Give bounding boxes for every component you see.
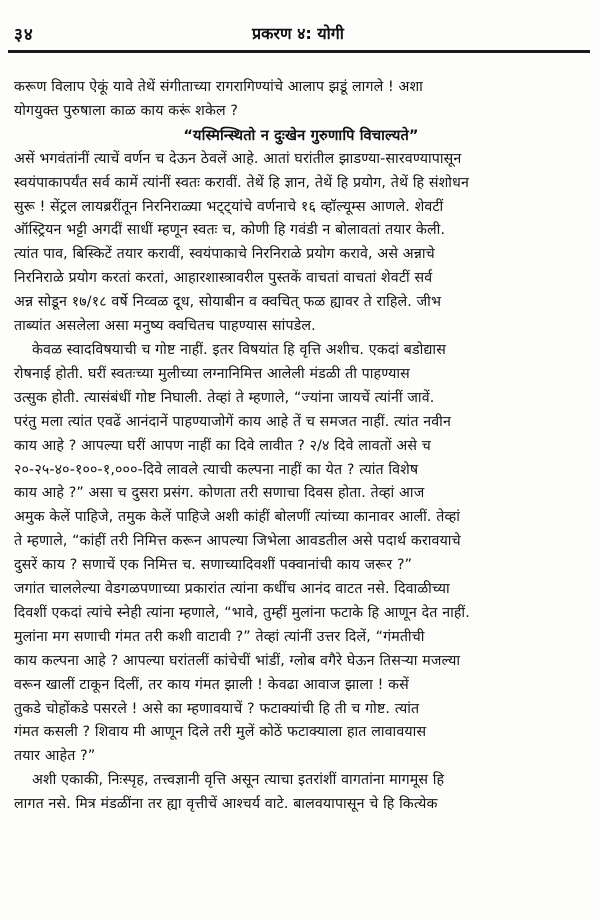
text-line: वरून खालीं टाकून दिलीं, तर काय गंमत झाली ! केवढा आवाज झाला ! कसें (14, 676, 409, 693)
text-line: काय कल्पना आहे ? आपल्या घरांतलीं कांचेचीं भांडीं, ग्लोब वगैरे घेऊन तिसऱ्या मजल्या (14, 652, 461, 669)
text-line: ते म्हणाले, “कांहीं तरी निमित्त करून आपल्या जिभेला आवडतील असे पदार्थ करावयाचे (14, 533, 461, 550)
text-line: लागत नसे. मित्र मंडळींना तर ह्या वृत्तीचें आश्चर्य वाटे. बालवयापासून चे हि कित्येक (14, 796, 438, 813)
text-line: तुकडे चोहोंकडे पसरले ! असे का म्हणावयाचें ? फटाक्यांची हि ती च गोष्ट. त्यांत (14, 700, 420, 717)
page-header (8, 20, 588, 46)
running-head: प्रकरण ४: योगी (252, 24, 344, 43)
text-line: परंतु मला त्यांत एवढें आनंदानें पाहण्याजोगें काय आहे तें च समजत नाहीं. त्यांत नवीन (14, 413, 451, 430)
text-line: २०-२५-४०-१००-१,०००-दिवे लावले त्याची कल्पना नाहीं का येत ? त्यांत विशेष (14, 461, 419, 478)
text-line: उत्सुक होती. त्यासंबंधीं गोष्ट निघाली. तेव्हां ते म्हणाले, “ज्यांना जायचें त्यांनीं जावें. (14, 389, 435, 406)
text-line: असें भगवंतांनीं त्याचें वर्णन च देऊन ठेवलें आहे. आतां घरांतील झाडण्या-सारवण्यापासून (14, 150, 462, 167)
paragraph-start-line: अशी एकाकी, निःस्पृह, तत्त्वज्ञानी वृत्ति असून त्याचा इतरांशीं वागतांना मागमूस हि (32, 772, 445, 789)
text-line: दिवशीं एकदां त्यांचे स्नेही त्यांना म्हणाले, “भावे, तुम्हीं मुलांना फटाके हि आणून देत नाहीं. (14, 604, 470, 621)
text-line: अन्न सोडून १७/१८ वर्षे निव्वळ दूध, सोयाबीन व क्वचित् फळ ह्यावर ते राहिले. जीभ (14, 294, 442, 311)
text-line: मुलांना मग सणाची गंमत तरी कशी वाटावी ?” तेव्हां त्यांनीं उत्तर दिलें, “गंमतीची (14, 628, 425, 645)
text-line: करूण विलाप ऐकूं यावे तेथें संगीताच्या रागरागिण्यांचे आलाप झडूं लागले ! अशा (14, 79, 423, 95)
text-line: काय आहे ? आपल्या घरीं आपण नाहीं का दिवे लावीत ? २/४ दिवे लावतों असे च (14, 437, 431, 454)
text-line: जगांत चाललेल्या वेडगळपणाच्या प्रकारांत त्यांना कधींच आनंद वाटत नसे. दिवाळीच्या (14, 581, 450, 598)
text-line: त्यांत पाव, बिस्किटें तयार करावीं, स्वयंपाकाचे निरनिराळे प्रयोग करावे, असे अन्नाचे (14, 246, 435, 263)
sanskrit-quote: “यस्मिन्स्थितो न दुःखेन गुरुणापि विचाल्यते” (183, 126, 419, 144)
text-line: दुसरें काय ? सणाचें एक निमित्त च. सणाच्यादिवशीं पक्वानांची काय जरूर ?” (14, 557, 413, 574)
text-line: स्वयंपाकापर्यंत सर्व कामें त्यांनीं स्वतः करावीं. तेथें हि ज्ञान, तेथें हि प्रयोग, तेथें हि संशोधन (14, 174, 469, 191)
text-line: योगयुक्त पुरुषाला काळ काय करूं शकेल ? (14, 102, 239, 119)
header-rule (8, 50, 590, 53)
text-line: रोषनाई होती. घरीं स्वतःच्या मुलीच्या लग्नानिमित्त आलेली मंडळी ती पाहण्यास (14, 365, 410, 382)
page-number: ३४ (14, 25, 34, 45)
text-line: ताब्यांत असलेला असा मनुष्य क्वचितच पाहण्यास सांपडेल. (14, 318, 316, 335)
text-line: काय आहे ?” असा च दुसरा प्रसंग. कोणता तरी सणाचा दिवस होता. तेव्हां आज (14, 485, 425, 502)
text-line: ऑस्ट्रियन भट्टी अगदीं साधीं म्हणून स्वतः च, कोणी हि गवंडी न बोलावतां तयार केली. (14, 222, 446, 239)
text-line: तयार आहेत ?” (14, 748, 96, 765)
body-text (14, 76, 588, 817)
text-line: अमुक केलें पाहिजे, तमुक केलें पाहिजे अशी कांहीं बोलणीं त्यांच्या कानावर आलीं. तेव्हां (14, 509, 461, 526)
text-line: सुरू ! सेंट्रल लायब्ररींतून निरनिराळ्या भट्ट्यांचे वर्णनाचे १६ व्हॉल्यूम्स आणले. शेवटीं (14, 198, 444, 215)
paragraph-start-line: केवळ स्वादविषयाची च गोष्ट नाहीं. इतर विषयांत हि वृत्ति अशीच. एकदां बडोद्यास (32, 341, 446, 358)
text-line: गंमत कसली ? शिवाय मी आणून दिले तरी मुलें कोठें फटाक्याला हात लावावयास (14, 724, 427, 741)
text-line: निरनिराळे प्रयोग करतां करतां, आहारशास्त्रावरील पुस्तकें वाचतां वाचतां शेवटीं सर्व (14, 270, 433, 287)
